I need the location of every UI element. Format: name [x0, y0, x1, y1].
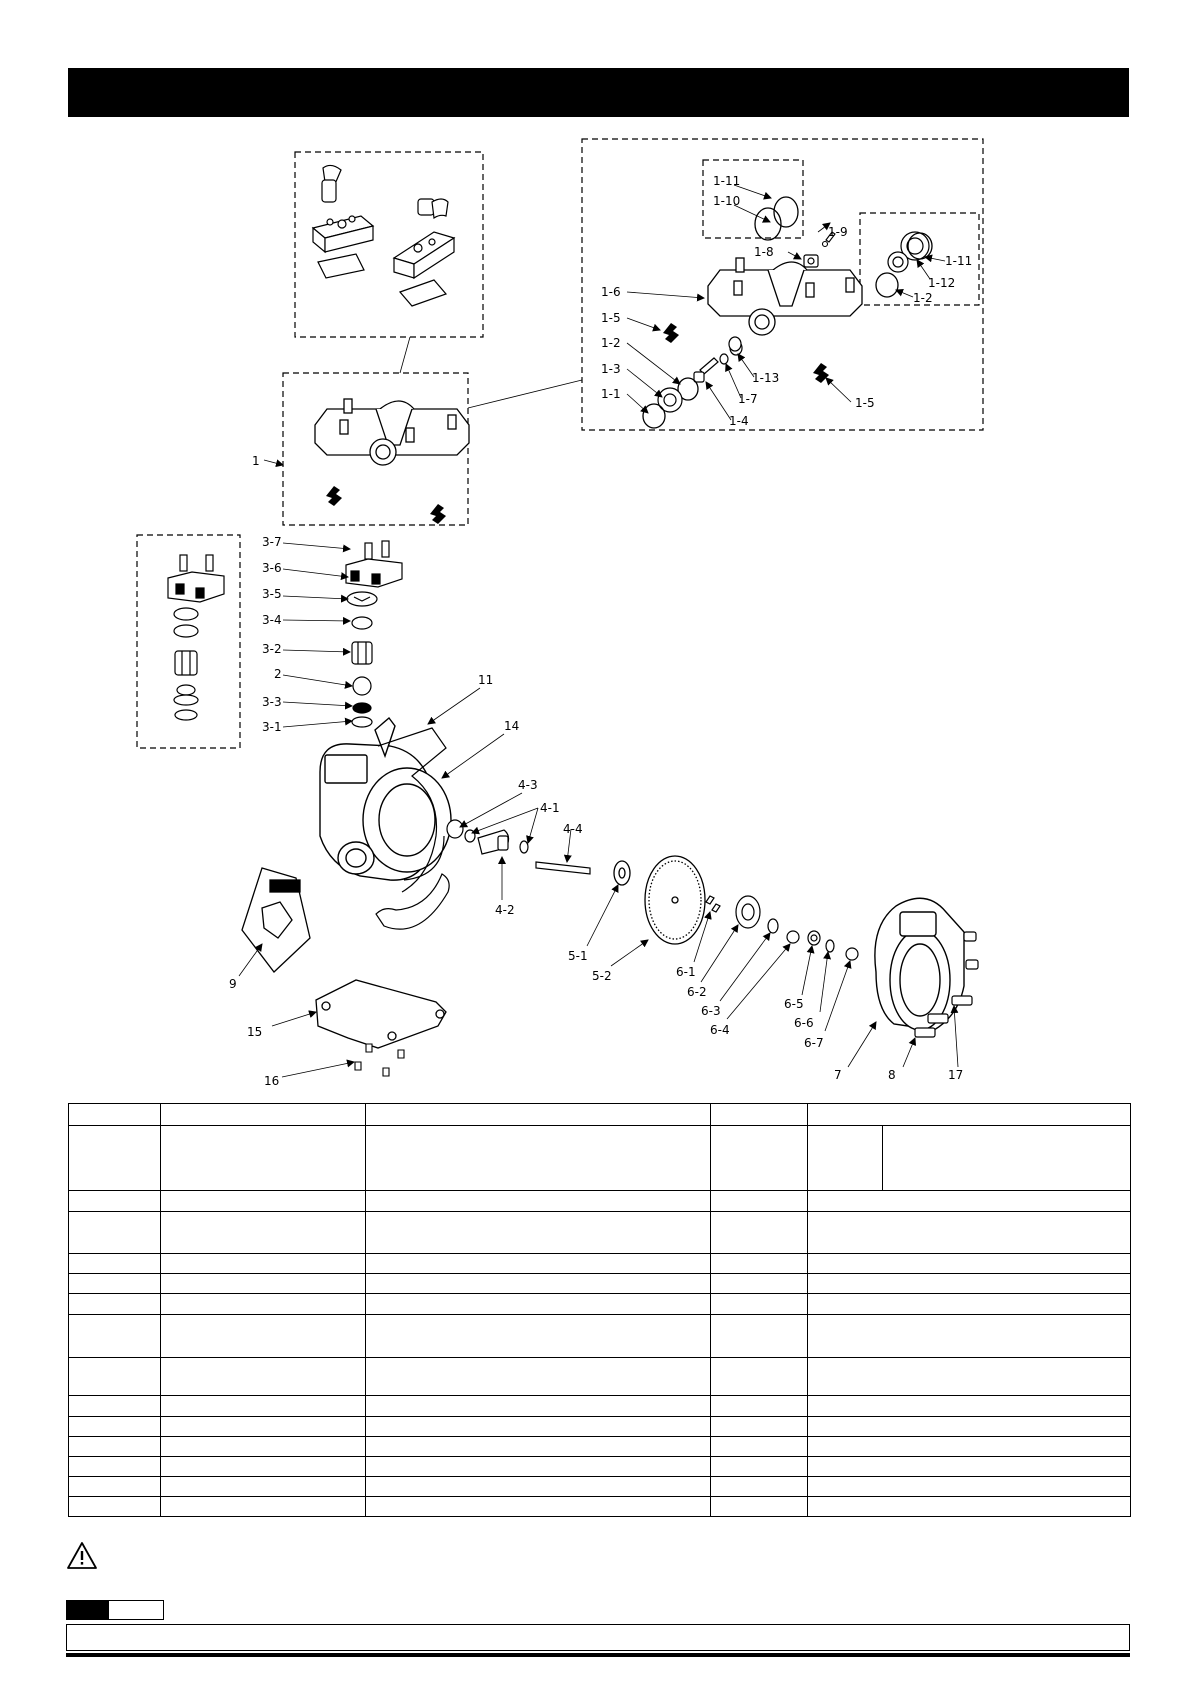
manifold-plate-right [394, 232, 454, 306]
callout-3-7: 3-7 [262, 535, 282, 549]
page-number-tab [66, 1600, 164, 1620]
table-row [69, 1396, 1131, 1417]
callout-1-5: 1-5 [601, 311, 621, 325]
callout-3-6: 3-6 [262, 561, 282, 575]
elbow-fitting-left [322, 165, 341, 202]
table-row [69, 1358, 1131, 1396]
clip-1-5-detail-left [663, 323, 679, 343]
callout-6-2: 6-2 [687, 985, 707, 999]
callout-1-12: 1-12 [928, 276, 956, 290]
callout-7: 7 [834, 1068, 842, 1082]
table-row [69, 1417, 1131, 1437]
callout-4-4: 4-4 [563, 822, 583, 836]
callout-1-2: 1-2 [601, 336, 621, 350]
callout-5-2: 5-2 [592, 969, 612, 983]
parts-table [68, 1103, 1131, 1517]
callout-1-3: 1-3 [601, 362, 621, 376]
callout-17: 17 [948, 1068, 964, 1082]
snap-ring-1-1 [643, 404, 665, 428]
clip-1-5-detail-right [813, 363, 829, 383]
callout-3-2: 3-2 [262, 642, 282, 656]
callout-1-1: 1-1 [601, 387, 621, 401]
callout-9: 9 [229, 977, 237, 991]
callout-4-3: 4-3 [518, 778, 538, 792]
valve-column-3 [346, 541, 402, 727]
feet-16 [355, 1044, 404, 1076]
manifold-plate-left [313, 216, 373, 278]
callout-6-1: 6-1 [676, 965, 696, 979]
callout-1-11: 1-11 [713, 174, 741, 188]
table-subheader-row [69, 1126, 1131, 1191]
warning-triangle-icon [66, 1541, 98, 1571]
callout-5-1: 5-1 [568, 949, 588, 963]
callout-1-8: 1-8 [754, 245, 774, 259]
o-ring-1-7 [720, 354, 728, 364]
footer-box [66, 1624, 1130, 1651]
callout-6-6: 6-6 [794, 1016, 814, 1030]
footer-rule [66, 1653, 1130, 1657]
callout-1-13: 1-13 [752, 371, 780, 385]
table-row [69, 1497, 1131, 1517]
table-row [69, 1274, 1131, 1294]
callout-6-7: 6-7 [804, 1036, 824, 1050]
callout-1-6: 1-6 [601, 285, 621, 299]
outer-plate-group-6 [706, 896, 858, 960]
callout-6-5: 6-5 [784, 997, 804, 1011]
table-row [69, 1254, 1131, 1274]
table-row [69, 1477, 1131, 1497]
callout-14: 14 [504, 719, 520, 733]
snap-ring-1-11-top [755, 197, 798, 240]
callout-1-10: 1-10 [713, 194, 741, 208]
table-row [69, 1437, 1131, 1457]
callout-1-11b: 1-11 [945, 254, 973, 268]
callout-3-4: 3-4 [262, 613, 282, 627]
clip-1-5-left [326, 486, 342, 506]
callout-8: 8 [888, 1068, 896, 1082]
manifold-assembly [315, 399, 469, 465]
table-row [69, 1294, 1131, 1315]
table-row [69, 1315, 1131, 1358]
callout-3-5: 3-5 [262, 587, 282, 601]
callout-4-2: 4-2 [495, 903, 515, 917]
nut-1-8 [804, 255, 818, 267]
callout-1: 1 [252, 454, 260, 468]
elbow-fitting-right [418, 199, 448, 218]
callout-1-5b: 1-5 [855, 396, 875, 410]
valve-options-stack [168, 555, 224, 720]
table-row [69, 1212, 1131, 1254]
callout-6-3: 6-3 [701, 1004, 721, 1018]
callout-16: 16 [264, 1074, 280, 1088]
valve-seat-1-12 [888, 232, 929, 272]
outer-housing-7 [875, 898, 964, 1030]
callout-11: 11 [478, 673, 494, 687]
o-ring-1-2-right [876, 273, 898, 297]
clip-1-5-right [430, 504, 446, 524]
base-plate-15 [316, 980, 446, 1048]
callout-4-1: 4-1 [540, 801, 560, 815]
manifold-body-1-6 [708, 258, 862, 335]
callout-1-9: 1-9 [828, 225, 848, 239]
callout-3-3: 3-3 [262, 695, 282, 709]
valve-seat-1-3 [658, 388, 682, 412]
callout-3-1: 3-1 [262, 720, 282, 734]
callout-1-4: 1-4 [729, 414, 749, 428]
muffler-9 [242, 868, 310, 972]
bushing-1-13 [729, 337, 742, 355]
table-row [69, 1191, 1131, 1212]
callout-1-2b: 1-2 [913, 291, 933, 305]
table-header-row [69, 1104, 1131, 1126]
diaphragm-group-5 [614, 856, 705, 944]
table-row [69, 1457, 1131, 1477]
callout-2: 2 [274, 667, 282, 681]
callout-1-7: 1-7 [738, 392, 758, 406]
callout-15: 15 [247, 1025, 263, 1039]
pin-1-4 [694, 358, 718, 382]
callout-6-4: 6-4 [710, 1023, 730, 1037]
